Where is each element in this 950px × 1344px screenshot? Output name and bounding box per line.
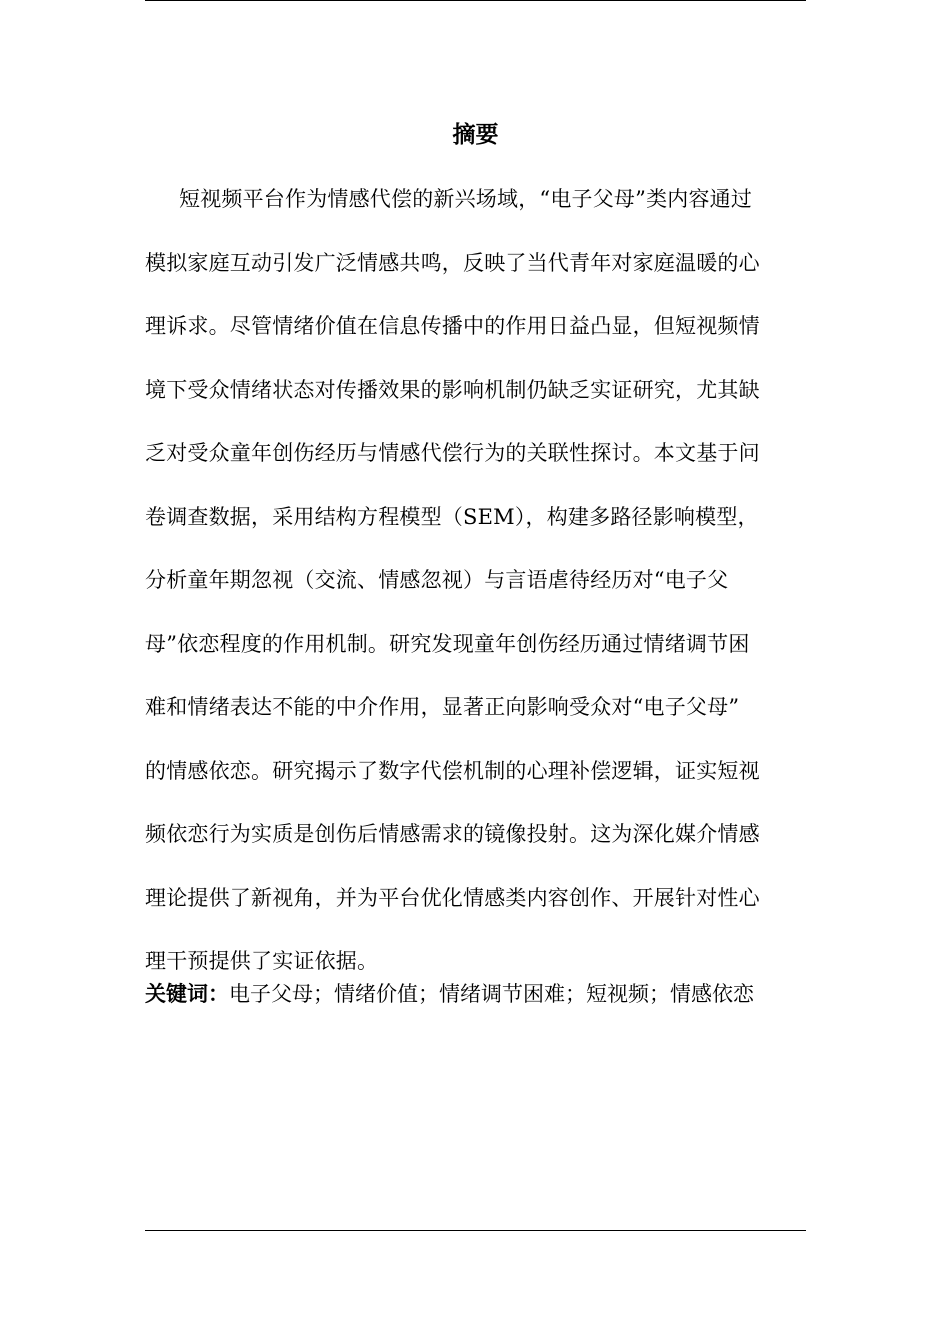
abstract-line: 分析童年期忽视（交流、情感忽视）与言语虐待经历对“电子父 bbox=[145, 568, 729, 592]
abstract-body bbox=[145, 168, 806, 994]
abstract-line: 理论提供了新视角，并为平台优化情感类内容创作、开展针对性心 bbox=[145, 885, 760, 910]
header-rule bbox=[145, 0, 806, 1]
abstract-line: 乏对受众童年创伤经历与情感代偿行为的关联性探讨。本文基于问 bbox=[145, 441, 760, 465]
abstract-line: 短视频平台作为情感代偿的新兴场域，“电子父母”类内容通过 bbox=[179, 187, 753, 211]
keywords-label: 关键词： bbox=[145, 982, 229, 1006]
keywords bbox=[145, 976, 806, 1012]
abstract-line: 理诉求。尽管情绪价值在信息传播中的作用日益凸显，但短视频情 bbox=[145, 314, 760, 338]
page-title: 摘要 bbox=[452, 122, 499, 148]
keywords-value: 电子父母；情绪价值；情绪调节困难；短视频；情感依恋 bbox=[229, 982, 754, 1006]
abstract-line: 母”依恋程度的作用机制。研究发现童年创伤经历通过情绪调节困 bbox=[145, 631, 750, 656]
abstract-line: 的情感依恋。研究揭示了数字代偿机制的心理补偿逻辑，证实短视 bbox=[145, 758, 760, 783]
abstract-line: 频依恋行为实质是创伤后情感需求的镜像投射。这为深化媒介情感 bbox=[145, 822, 760, 846]
abstract-line: 模拟家庭互动引发广泛情感共鸣，反映了当代青年对家庭温暖的心 bbox=[145, 250, 760, 275]
abstract-line: 卷调查数据，采用结构方程模型（SEM），构建多路径影响模型， bbox=[145, 504, 759, 529]
abstract-line: 难和情绪表达不能的中介作用，显著正向影响受众对“电子父母” bbox=[145, 695, 740, 719]
footer-rule bbox=[145, 1230, 806, 1231]
abstract-line: 境下受众情绪状态对传播效果的影响机制仍缺乏实证研究，尤其缺 bbox=[145, 377, 760, 402]
abstract-line: 理干预提供了实证依据。 bbox=[145, 949, 379, 973]
